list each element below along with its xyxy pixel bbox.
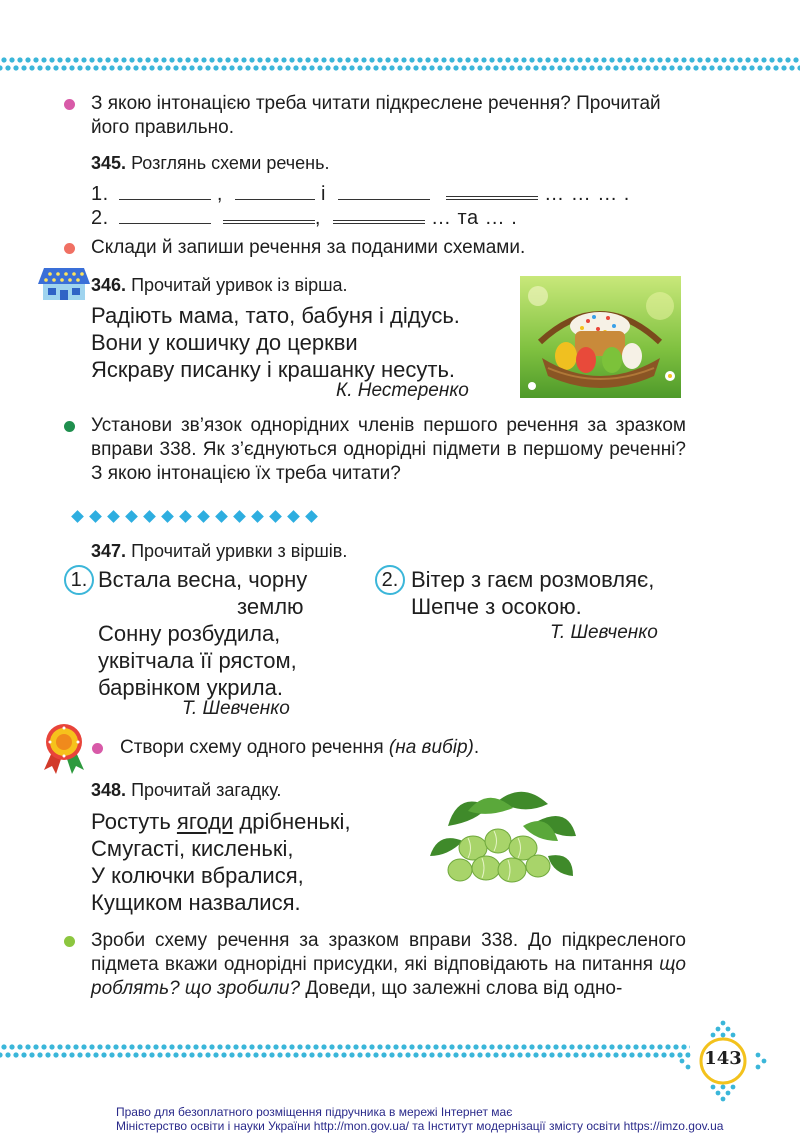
exercise-number: 346.	[91, 275, 127, 295]
blank-line	[235, 183, 315, 200]
exercise-number: 345.	[91, 153, 127, 173]
schema-number: 1.	[91, 183, 109, 205]
question-italic: що роблять? що зробили?	[91, 954, 686, 999]
question-italic: (на вибір)	[388, 737, 474, 758]
exercise-text: Прочитай уривок із вірша.	[131, 275, 348, 295]
poem-author: Т. Шевченко	[550, 622, 658, 643]
diamond-ornament	[70, 509, 319, 524]
poem-line: Вітер з гаєм розмовляє,	[411, 567, 655, 592]
gooseberry-image	[428, 786, 578, 894]
riddle-line: Кущиком назвалися.	[91, 890, 301, 915]
exercise-number: 347.	[91, 541, 127, 561]
schema-comma: ,	[216, 183, 223, 205]
bottom-ornament-border	[0, 1043, 690, 1059]
question-compose: Склади й запиши речення за поданими схемами.	[91, 237, 526, 258]
excerpt-number-circle: 2.	[375, 565, 405, 595]
poem-author: К. Нестеренко	[336, 380, 469, 401]
riddle-line: У колючки вбралися,	[91, 863, 304, 888]
footer-line-1: Право для безоплатного розміщення підручника в мережі Інтернет має	[116, 1105, 513, 1119]
exercise-text: Прочитай уривки з віршів.	[131, 541, 348, 561]
exercise-text: Прочитай загадку.	[131, 780, 282, 800]
schema-number: 2.	[91, 207, 109, 229]
sentence-schema-1	[91, 180, 630, 206]
question-text: Створи схему одного речення	[120, 737, 384, 758]
exercise-346-heading	[91, 273, 348, 297]
question-end: Доведи, що залежні слова від одно-	[305, 978, 623, 999]
schema-tail: … та … .	[431, 207, 518, 229]
poem-line: Яскраву писанку і крашанку несуть.	[91, 357, 456, 382]
poem-line: Вони у кошичку до церкви	[91, 330, 358, 355]
house-icon	[38, 266, 90, 302]
poem-347-1-rest	[98, 620, 297, 701]
poem-author: Т. Шевченко	[182, 698, 290, 719]
poem-line: Радіють мама, тато, бабуня і дідусь.	[91, 303, 460, 328]
riddle-line	[91, 808, 351, 835]
schema-conjunction: і	[321, 183, 326, 205]
top-ornament-border	[0, 56, 800, 72]
excerpt-number-circle: 1.	[64, 565, 94, 595]
green-bullet	[64, 421, 75, 432]
riddle-348	[91, 808, 351, 916]
blank-line	[119, 183, 211, 200]
poem-347-1-line: Встала весна, чорну	[98, 567, 308, 592]
lightgreen-bullet	[64, 936, 75, 947]
question-end: .	[473, 737, 480, 758]
coral-bullet	[64, 243, 75, 254]
blank-line	[338, 183, 430, 200]
pink-bullet	[92, 743, 103, 754]
poem-347-1-line: землю	[237, 594, 304, 619]
sentence-schema-2	[91, 204, 517, 230]
poem-line: Шепче з осокою.	[411, 594, 582, 619]
double-blank-line	[333, 204, 425, 224]
exercise-347-heading	[91, 539, 347, 563]
blank-line	[119, 207, 211, 224]
question-text: Зроби схему речення за зразком вправи 338. До підкресленого підмета вкажи однорідні присудки, які відповідають на питання	[91, 930, 686, 975]
poem-line: Сонну розбудила,	[98, 621, 281, 646]
poem-347-2	[411, 566, 654, 620]
easter-basket-image	[520, 276, 681, 398]
exercise-345-heading	[91, 151, 329, 175]
schema-comma: ,	[314, 207, 321, 229]
exercise-number: 348.	[91, 780, 127, 800]
poem-line: барвінком укрила.	[98, 675, 283, 700]
double-blank-line	[223, 204, 315, 224]
poem-346	[91, 302, 511, 383]
exercise-348-heading	[91, 778, 281, 802]
underlined-subject: ягоди	[176, 809, 234, 834]
award-ribbon-icon	[38, 722, 90, 774]
question-intonation: З якою інтонацією треба читати підкреслене речення? Прочитай його правильно.	[91, 93, 661, 138]
question-create-schema	[120, 736, 479, 760]
schema-ellipsis: … … … .	[544, 183, 630, 205]
riddle-text: дрібненькі,	[233, 809, 351, 834]
exercise-text: Розглянь схеми речень.	[131, 153, 330, 173]
footer-line-2: Міністерство освіти і науки України http://mon.gov.ua/ та Інститут модернізації змісту освіти https://imzo.gov.ua	[116, 1119, 724, 1133]
question-final	[91, 929, 686, 1001]
poem-line: уквітчала її рястом,	[98, 648, 297, 673]
double-blank-line	[446, 180, 538, 200]
riddle-text: Ростуть	[91, 809, 177, 834]
question-homogeneous-members: Установи зв’язок однорідних членів першого речення за зразком вправи 338. Як з’єднуються однорідні підмети в першому реченні? З якою інтонацією їх треба читати?	[91, 415, 686, 484]
page-number: 143	[704, 1048, 742, 1069]
riddle-line: Смугасті, кисленькі,	[91, 836, 294, 861]
pink-bullet	[64, 99, 75, 110]
